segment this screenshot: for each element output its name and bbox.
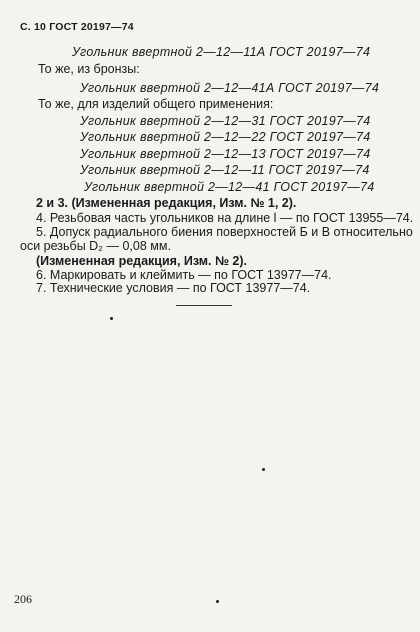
text-line-5: Угольник ввертной 2—12—31 ГОСТ 20197—74 bbox=[80, 114, 371, 128]
item-4: 4. Резьбовая часть угольников на длине l — по ГОСТ 13955—74. bbox=[36, 211, 414, 225]
text-line-4: То же, для изделий общего применения: bbox=[38, 97, 274, 111]
text-line-6: Угольник ввертной 2—12—22 ГОСТ 20197—74 bbox=[80, 130, 371, 144]
scan-speck bbox=[216, 600, 219, 603]
item-5: 5. Допуск радиального биения поверхностей Б и В относительно bbox=[36, 225, 413, 239]
text-line-1: Угольник ввертной 2—12—11А ГОСТ 20197—74 bbox=[72, 45, 371, 59]
text-line-9: Угольник ввертной 2—12—41 ГОСТ 20197—74 bbox=[84, 180, 375, 194]
page-header: С. 10 ГОСТ 20197—74 bbox=[20, 21, 134, 33]
text-line-3: Угольник ввертной 2—12—41А ГОСТ 20197—74 bbox=[80, 81, 380, 95]
text-line-8: Угольник ввертной 2—12—11 ГОСТ 20197—74 bbox=[80, 163, 370, 177]
item-5-cont: оси резьбы D₂ — 0,08 мм. bbox=[20, 239, 171, 253]
text-line-2: То же, из бронзы: bbox=[38, 62, 140, 76]
scan-speck bbox=[110, 317, 113, 320]
item-7: 7. Технические условия — по ГОСТ 13977—74. bbox=[36, 281, 311, 295]
amendment-note-1: 2 и 3. (Измененная редакция, Изм. № 1, 2). bbox=[36, 196, 297, 210]
text-line-7: Угольник ввертной 2—12—13 ГОСТ 20197—74 bbox=[80, 147, 371, 161]
scan-speck bbox=[262, 468, 265, 471]
section-divider bbox=[176, 305, 232, 306]
amendment-note-2: (Измененная редакция, Изм. № 2). bbox=[36, 254, 247, 268]
page-number: 206 bbox=[14, 592, 32, 606]
item-6: 6. Маркировать и клеймить — по ГОСТ 13977—74. bbox=[36, 268, 332, 282]
